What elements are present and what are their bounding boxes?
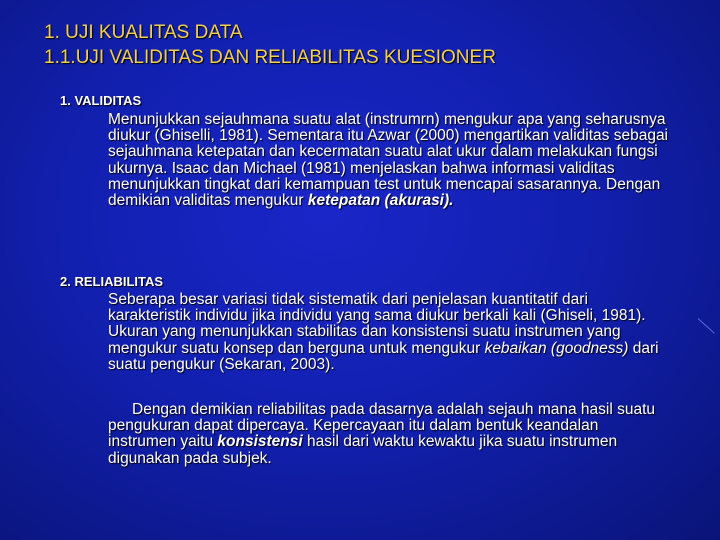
reliabilitas-heading: 2. RELIABILITAS — [60, 274, 164, 289]
reliabilitas-paragraph-1 — [108, 292, 670, 373]
reliabilitas-emphasis-2: konsistensi — [217, 433, 303, 451]
reliabilitas-emphasis-1: kebaikan (goodness) — [484, 339, 629, 357]
validitas-paragraph — [108, 112, 668, 209]
validitas-heading: 1. VALIDITAS — [60, 93, 142, 108]
title-line-2: 1.1.UJI VALIDITAS DAN RELIABILITAS KUESIONER — [44, 47, 496, 68]
title-line-1: 1. UJI KUALITAS DATA — [44, 22, 243, 43]
slide-title — [44, 20, 496, 70]
reliabilitas-text-2: Dengan demikian reliabilitas pada dasarnya adalah sejauh mana hasil suatu pengukuran dapat dipercaya. Kepercayaan itu dalam bentuk keandalan instrumen yaitu — [108, 401, 656, 451]
reliabilitas-text-2-end: hasil dari waktu kewaktu jika suatu instrumen digunakan pada subjek. — [108, 433, 618, 467]
reliabilitas-text-1-end: dari suatu pengukur (Sekaran, 2003). — [108, 339, 659, 373]
decorative-line — [698, 318, 715, 333]
validitas-emphasis: ketepatan (akurasi). — [307, 192, 454, 210]
validitas-text: Menunjukkan sejauhmana suatu alat (instrumrn) mengukur apa yang seharusnya diukur (Ghiselli, 1981). Sementara itu Azwar (2000) mengartikan validitas sebagai sejauhmana ketepatan dan kecermatan suatu alat ukur dalam melakukan fungsi ukurnya. Isaac dan Michael (1981) menjelaskan bahwa informasi validitas menunjukkan tingkat dari kemampuan test untuk mencapai sasarannya. Dengan demikian validitas mengukur — [108, 111, 669, 210]
reliabilitas-paragraph-2 — [108, 402, 668, 467]
reliabilitas-text-1: Seberapa besar variasi tidak sistematik dari penjelasan kuantitatif dari karakteristik individu jika individu yang sama diukur berkali kali (Ghiseli, 1981). Ukuran yang menunjukkan stabilitas dan konsistensi suatu instrumen yang mengukur suatu konsep dan berguna untuk mengukur — [108, 291, 646, 357]
